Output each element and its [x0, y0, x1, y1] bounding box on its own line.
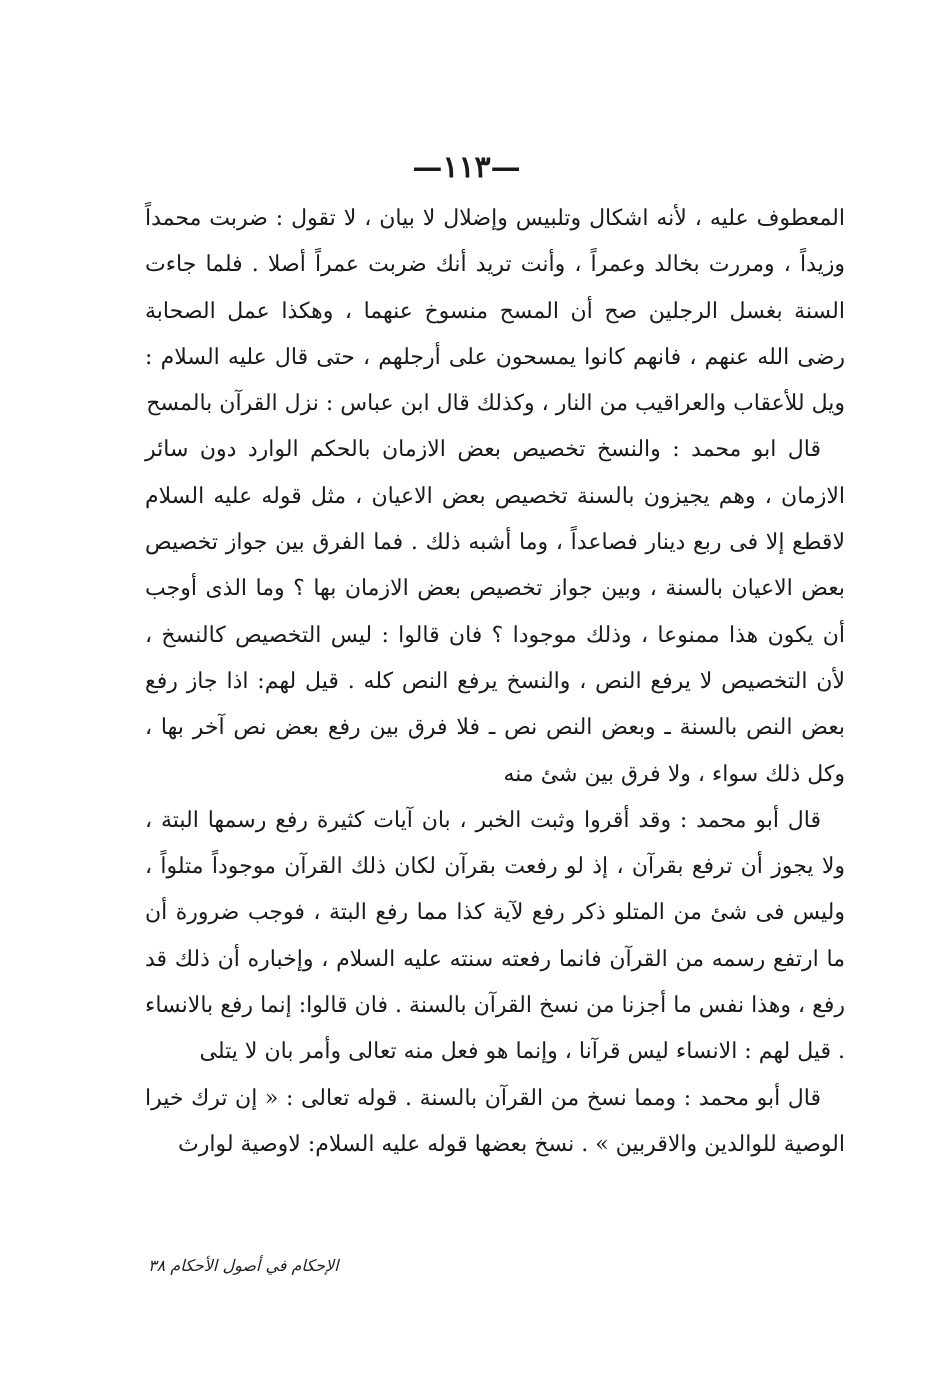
printer-signature	[148, 1256, 339, 1275]
main-text	[145, 196, 845, 1168]
paragraph-2: قال ابو محمد : والنسخ تخصيص بعض الازمان بالحكم الوارد دون سائر الازمان ، وهم يجيزون بالسنة تخصيص بعض الاعيان ، مثل قوله عليه السلام لاقطع إلا فى ربع دينار فصاعداً ، وما أشبه ذلك . فما الفرق بين جواز تخصيص بعض الاعيان بالسنة ، وبين جواز تخصيص بعض الازمان بها ؟ وما الذى أوجب أن يكون هذا ممنوعا ، وذلك موجودا ؟ فان قالوا : ليس التخصيص كالنسخ ، لأن التخصيص لا يرفع النص ، والنسخ يرفع النص كله . قيل لهم: اذا جاز رفع بعض النص بالسنة ـ وبعض النص نص ـ فلا فرق بين رفع بعض نص آخر بها ، وكل ذلك سواء ، ولا فرق بين شئ منه	[145, 437, 845, 787]
paragraph-3: قال أبو محمد : وقد أقروا وثبت الخبر ، بان آيات كثيرة رفع رسمها البتة ، ولا يجوز أن ترفع بقرآن ، إذ لو رفعت بقرآن لكان ذلك القرآن موجوداً متلواً ، وليس فى شئ من المتلو ذكر رفع لآية كذا مما رفع البتة ، فوجب ضرورة أن ما ارتفع رسمه من القرآن فانما رفعته سنته عليه السلام ، وإخباره أن ذلك قد رفع ، وهذا نفس ما أجزنا من نسخ القرآن بالسنة . فان قالوا: إنما رفع بالانساء . قيل لهم : الانساء ليس قرآنا ، وإنما هو فعل منه تعالى وأمر بان لا يتلى	[145, 807, 845, 1065]
page-number: —١١٣—	[412, 150, 521, 185]
paragraph-1: المعطوف عليه ، لأنه اشكال وتلبيس وإضلال لا بيان ، لا تقول : ضربت محمداً وزيداً ، ومررت بخالد وعمراً ، وأنت تريد أنك ضربت عمراً أصلا . فلما جاءت السنة بغسل الرجلين صح أن المسح منسوخ عنهما ، وهكذا عمل الصحابة رضى الله عنهم ، فانهم كانوا يمسحون على أرجلهم ، حتى قال عليه السلام : ويل للأعقاب والعراقيب من النار ، وكذلك قال ابن عباس : نزل القرآن بالمسح	[145, 206, 845, 417]
signature-title: الإحكام في أصول الأحكام	[170, 1256, 339, 1275]
paragraph-4: قال أبو محمد : ومما نسخ من القرآن بالسنة . قوله تعالى : « إن ترك خيرا الوصية للوالدين والاقربين » . نسخ بعضها قوله عليه السلام: لاوصية لوارث	[145, 1085, 845, 1157]
sheet-number: ٣٨	[148, 1256, 166, 1275]
